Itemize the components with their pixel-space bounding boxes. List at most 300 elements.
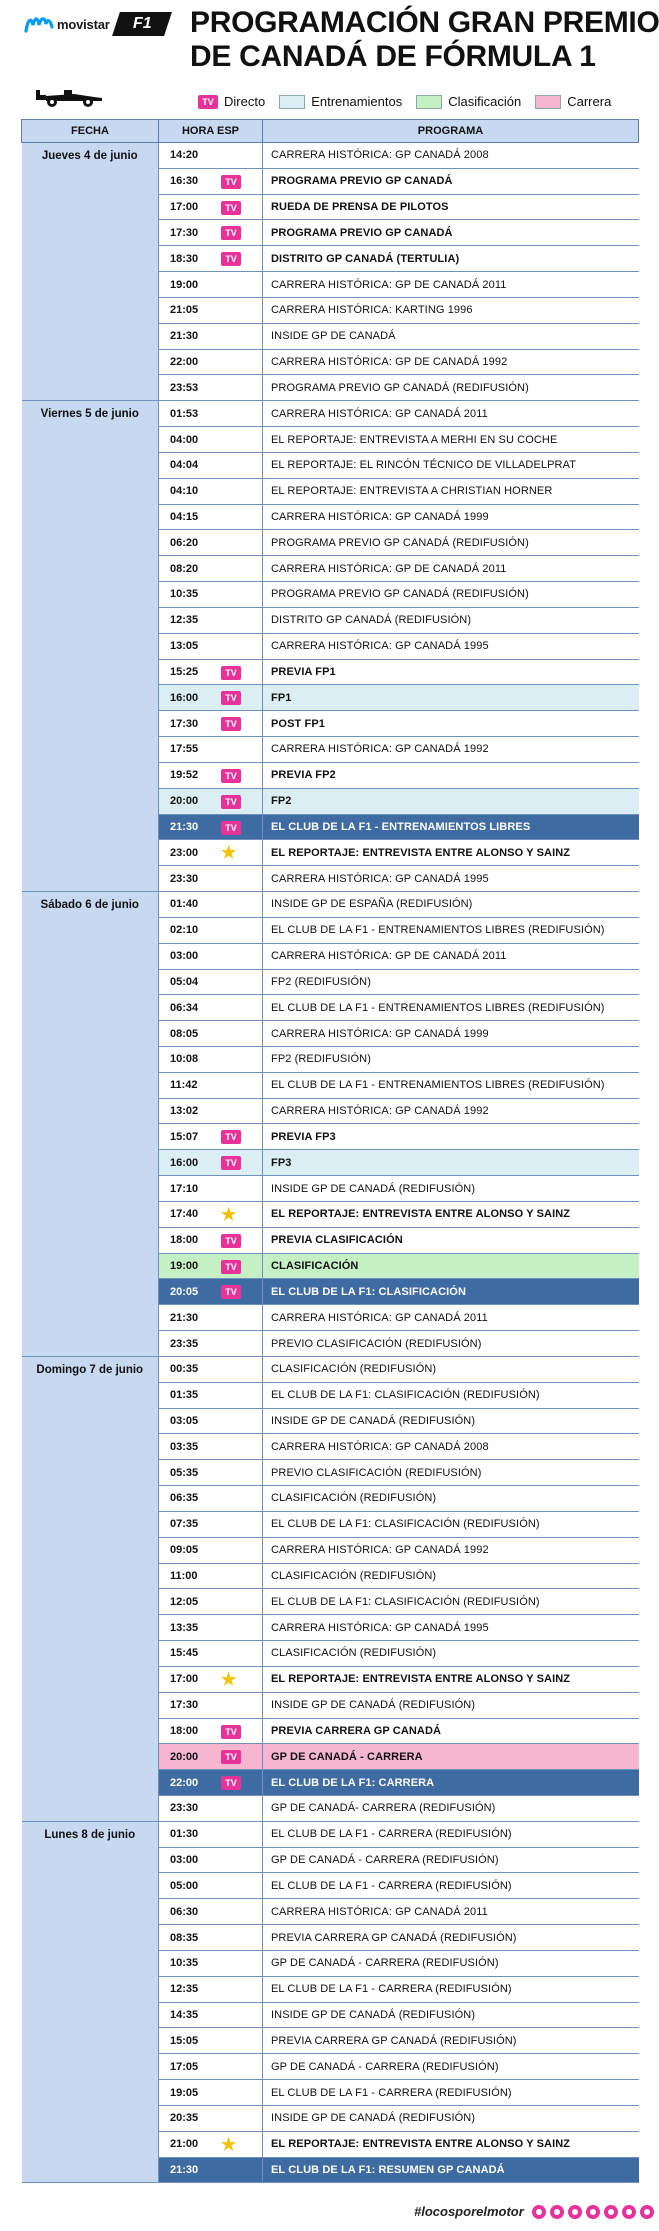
time-cell [159, 2002, 263, 2028]
page-title [190, 6, 659, 74]
time-cell [159, 917, 263, 943]
time-cell [159, 375, 263, 401]
time-text: 06:30 [170, 1905, 199, 1918]
program-cell: DISTRITO GP CANADÁ (REDIFUSIÓN) [263, 607, 639, 633]
time-text: 03:05 [170, 1414, 199, 1427]
program-cell: RUEDA DE PRENSA DE PILOTOS [263, 194, 639, 220]
time-cell [159, 2131, 263, 2157]
program-cell: CARRERA HISTÓRICA: GP CANADÁ 1999 [263, 1021, 639, 1047]
footer [414, 2204, 658, 2219]
time-cell [159, 349, 263, 375]
time-text: 13:35 [170, 1621, 199, 1634]
time-cell [159, 1537, 263, 1563]
time-text: 04:00 [170, 433, 199, 446]
time-cell [159, 427, 263, 453]
time-text: 08:35 [170, 1931, 199, 1944]
time-cell [159, 943, 263, 969]
time-cell [159, 659, 263, 685]
program-cell: INSIDE GP DE CANADÁ [263, 323, 639, 349]
time-cell [159, 1227, 263, 1253]
program-cell: EL CLUB DE LA F1: CLASIFICACIÓN [263, 1279, 639, 1305]
time-cell [159, 246, 263, 272]
time-cell [159, 1201, 263, 1227]
legend-directo-label: Directo [224, 94, 266, 109]
program-cell: EL CLUB DE LA F1 - CARRERA (REDIFUSIÓN) [263, 1821, 639, 1847]
legend-entrenamientos-label: Entrenamientos [311, 94, 403, 109]
tv-icon: TV [221, 1234, 241, 1248]
time-text: 06:35 [170, 1492, 199, 1505]
time-cell [159, 1511, 263, 1537]
star-icon: ★ [221, 1204, 237, 1224]
program-cell: CARRERA HISTÓRICA: GP CANADÁ 2008 [263, 1434, 639, 1460]
program-cell: EL CLUB DE LA F1: CLASIFICACIÓN (REDIFUSIÓN) [263, 1589, 639, 1615]
program-cell: EL REPORTAJE: ENTREVISTA ENTRE ALONSO Y SAINZ [263, 1666, 639, 1692]
program-cell: FP1 [263, 685, 639, 711]
program-cell: PREVIO CLASIFICACIÓN (REDIFUSIÓN) [263, 1331, 639, 1357]
program-cell: CARRERA HISTÓRICA: GP CANADÁ 1995 [263, 1615, 639, 1641]
time-cell [159, 504, 263, 530]
program-cell: INSIDE GP DE ESPAÑA (REDIFUSIÓN) [263, 892, 639, 918]
legend-directo [198, 94, 265, 109]
tv-icon: TV [221, 1260, 241, 1274]
program-cell: PREVIA CARRERA GP CANADÁ (REDIFUSIÓN) [263, 1925, 639, 1951]
time-cell [159, 1821, 263, 1847]
time-text: 20:00 [170, 795, 199, 808]
time-text: 13:05 [170, 640, 199, 653]
page-title-line1: PROGRAMACIÓN GRAN PREMIO [190, 6, 659, 39]
time-text: 20:05 [170, 1285, 199, 1298]
tv-icon: TV [221, 666, 241, 680]
time-cell [159, 840, 263, 866]
day-label: Domingo 7 de junio [22, 1356, 159, 1821]
pink-swirl-icon [586, 2205, 600, 2219]
program-cell: FP3 [263, 1150, 639, 1176]
time-text: 21:30 [170, 2164, 199, 2176]
pink-swirl-icon [532, 2205, 546, 2219]
time-cell [159, 1796, 263, 1822]
time-text: 04:15 [170, 511, 199, 523]
time-text: 15:45 [170, 1647, 199, 1660]
program-cell: GP DE CANADÁ - CARRERA (REDIFUSIÓN) [263, 1847, 639, 1873]
time-text: 11:42 [170, 1079, 198, 1092]
time-text: 19:52 [170, 769, 199, 782]
time-cell [159, 1563, 263, 1589]
time-cell [159, 1408, 263, 1434]
program-cell: CARRERA HISTÓRICA: GP CANADÁ 1992 [263, 1537, 639, 1563]
time-cell [159, 556, 263, 582]
time-text: 21:30 [170, 1311, 199, 1324]
time-cell [159, 1253, 263, 1279]
time-cell [159, 711, 263, 737]
time-cell [159, 607, 263, 633]
program-cell: CARRERA HISTÓRICA: GP CANADÁ 2011 [263, 1305, 639, 1331]
time-text: 23:53 [170, 381, 199, 394]
movistar-logo-icon [24, 15, 54, 33]
program-cell: EL CLUB DE LA F1: CARRERA [263, 1770, 639, 1796]
header-hora: HORA ESP [159, 120, 263, 143]
time-text: 06:20 [170, 536, 199, 549]
time-text: 18:00 [170, 1724, 199, 1737]
tv-icon: TV [221, 691, 241, 705]
time-text: 11:00 [170, 1569, 198, 1582]
legend-carrera [535, 94, 611, 109]
time-text: 08:05 [170, 1027, 199, 1040]
program-cell: CLASIFICACIÓN (REDIFUSIÓN) [263, 1563, 639, 1589]
time-cell [159, 2028, 263, 2054]
program-cell: INSIDE GP DE CANADÁ (REDIFUSIÓN) [263, 1176, 639, 1202]
program-cell: PREVIA CLASIFICACIÓN [263, 1227, 639, 1253]
star-icon: ★ [221, 2134, 237, 2154]
program-cell: PROGRAMA PREVIO GP CANADÁ (REDIFUSIÓN) [263, 582, 639, 608]
time-text: 20:00 [170, 1750, 199, 1763]
brand-logos [24, 12, 168, 36]
time-cell [159, 866, 263, 892]
program-cell: PROGRAMA PREVIO GP CANADÁ [263, 168, 639, 194]
time-text: 05:35 [170, 1466, 199, 1479]
program-cell: CLASIFICACIÓN (REDIFUSIÓN) [263, 1486, 639, 1512]
program-cell: CLASIFICACIÓN [263, 1253, 639, 1279]
time-cell [159, 2054, 263, 2080]
time-cell [159, 2157, 263, 2183]
time-text: 15:25 [170, 665, 199, 678]
program-cell: CLASIFICACIÓN (REDIFUSIÓN) [263, 1356, 639, 1382]
page-title-line2: DE CANADÁ DE FÓRMULA 1 [190, 40, 596, 73]
program-cell: CARRERA HISTÓRICA: GP CANADÁ 2011 [263, 401, 639, 427]
time-text: 18:30 [170, 252, 199, 265]
program-cell: CARRERA HISTÓRICA: GP CANADÁ 1992 [263, 1098, 639, 1124]
time-text: 10:08 [170, 1053, 199, 1066]
time-text: 01:30 [170, 1828, 199, 1841]
time-text: 10:35 [170, 588, 199, 601]
time-text: 03:00 [170, 950, 199, 963]
day-label: Sábado 6 de junio [22, 892, 159, 1357]
time-cell [159, 1460, 263, 1486]
time-cell [159, 1486, 263, 1512]
program-cell: EL CLUB DE LA F1 - CARRERA (REDIFUSIÓN) [263, 1873, 639, 1899]
time-text: 23:30 [170, 1802, 199, 1815]
program-cell: PREVIA FP2 [263, 762, 639, 788]
time-cell [159, 969, 263, 995]
program-cell: CLASIFICACIÓN (REDIFUSIÓN) [263, 1641, 639, 1667]
time-text: 14:20 [170, 149, 199, 162]
program-cell: EL CLUB DE LA F1: CLASIFICACIÓN (REDIFUSIÓN) [263, 1382, 639, 1408]
time-text: 23:35 [170, 1337, 199, 1350]
time-cell [159, 762, 263, 788]
time-text: 12:35 [170, 614, 199, 627]
time-text: 12:05 [170, 1595, 199, 1608]
tv-icon: TV [221, 175, 241, 189]
time-cell [159, 2080, 263, 2106]
time-cell [159, 220, 263, 246]
f1-logo-text: F1 [132, 15, 151, 32]
time-cell [159, 1356, 263, 1382]
time-cell [159, 1692, 263, 1718]
time-text: 18:00 [170, 1234, 199, 1247]
program-cell: POST FP1 [263, 711, 639, 737]
program-cell: INSIDE GP DE CANADÁ (REDIFUSIÓN) [263, 1408, 639, 1434]
program-cell: EL CLUB DE LA F1 - CARRERA (REDIFUSIÓN) [263, 2080, 639, 2106]
schedule-table [21, 119, 639, 2183]
header-fecha: FECHA [22, 120, 159, 143]
time-cell [159, 1150, 263, 1176]
time-text: 05:04 [170, 975, 199, 988]
time-cell [159, 1615, 263, 1641]
tv-icon: TV [221, 201, 241, 215]
tv-icon: TV [221, 226, 241, 240]
time-text: 14:35 [170, 2009, 199, 2022]
time-text: 17:40 [170, 1208, 199, 1221]
program-cell: EL CLUB DE LA F1 - ENTRENAMIENTOS LIBRES (REDIFUSIÓN) [263, 1072, 639, 1098]
program-cell: EL REPORTAJE: EL RINCÓN TÉCNICO DE VILLADELPRAT [263, 452, 639, 478]
time-text: 17:55 [170, 743, 199, 756]
pink-swirl-icon [640, 2205, 654, 2219]
pink-swirl-icon [622, 2205, 636, 2219]
time-text: 17:05 [170, 2060, 199, 2073]
program-cell: CARRERA HISTÓRICA: GP DE CANADÁ 2011 [263, 943, 639, 969]
footer-logos [532, 2205, 658, 2219]
table-row [22, 1356, 639, 1382]
tv-icon: TV [221, 821, 241, 835]
time-cell [159, 297, 263, 323]
legend-swatch-clasificacion [416, 95, 442, 109]
time-text: 01:40 [170, 898, 199, 911]
program-cell: DISTRITO GP CANADÁ (TERTULIA) [263, 246, 639, 272]
time-cell [159, 1666, 263, 1692]
time-cell [159, 1899, 263, 1925]
time-text: 15:07 [170, 1130, 199, 1143]
time-cell [159, 1021, 263, 1047]
program-cell: PROGRAMA PREVIO GP CANADÁ [263, 220, 639, 246]
program-cell: EL CLUB DE LA F1 - CARRERA (REDIFUSIÓN) [263, 1976, 639, 2002]
time-text: 05:00 [170, 1879, 199, 1892]
star-icon: ★ [221, 1669, 237, 1689]
time-cell [159, 788, 263, 814]
star-icon: ★ [221, 843, 237, 863]
time-text: 17:10 [170, 1182, 199, 1195]
legend-swatch-carrera [535, 95, 561, 109]
day-label: Viernes 5 de junio [22, 401, 159, 892]
time-cell [159, 2105, 263, 2131]
time-cell [159, 685, 263, 711]
time-cell [159, 1098, 263, 1124]
time-text: 22:00 [170, 1776, 199, 1789]
time-cell [159, 194, 263, 220]
day-label: Lunes 8 de junio [22, 1821, 159, 2183]
program-cell: GP DE CANADÁ - CARRERA (REDIFUSIÓN) [263, 2054, 639, 2080]
time-text: 23:30 [170, 872, 199, 885]
table-row [22, 892, 639, 918]
tv-icon: TV [221, 1130, 241, 1144]
time-text: 07:35 [170, 1518, 199, 1531]
time-text: 17:30 [170, 1699, 199, 1712]
program-cell: EL CLUB DE LA F1: CLASIFICACIÓN (REDIFUSIÓN) [263, 1511, 639, 1537]
program-cell: CARRERA HISTÓRICA: GP CANADÁ 1999 [263, 504, 639, 530]
program-cell: PREVIA FP1 [263, 659, 639, 685]
time-text: 06:34 [170, 1001, 199, 1014]
time-cell [159, 1382, 263, 1408]
time-text: 21:05 [170, 304, 199, 317]
program-cell: CARRERA HISTÓRICA: GP DE CANADÁ 1992 [263, 349, 639, 375]
time-text: 16:00 [170, 1156, 199, 1169]
time-text: 19:00 [170, 1260, 199, 1273]
time-text: 22:00 [170, 356, 199, 369]
time-cell [159, 1176, 263, 1202]
tv-icon: TV [221, 717, 241, 731]
tv-icon: TV [221, 1750, 241, 1764]
time-text: 16:00 [170, 691, 199, 704]
time-cell [159, 1976, 263, 2002]
time-text: 08:20 [170, 562, 199, 575]
footer-hashtag: #locosporelmotor [414, 2204, 524, 2219]
program-cell: EL REPORTAJE: ENTREVISTA ENTRE ALONSO Y SAINZ [263, 840, 639, 866]
program-cell: FP2 (REDIFUSIÓN) [263, 1046, 639, 1072]
pink-swirl-icon [604, 2205, 618, 2219]
time-text: 19:00 [170, 278, 199, 291]
program-cell: GP DE CANADÁ - CARRERA (REDIFUSIÓN) [263, 1950, 639, 1976]
table-row [22, 1821, 639, 1847]
tv-icon: TV [221, 252, 241, 266]
time-text: 01:35 [170, 1389, 199, 1402]
time-text: 13:02 [170, 1105, 199, 1118]
time-text: 04:10 [170, 485, 199, 498]
program-cell: CARRERA HISTÓRICA: GP DE CANADÁ 2011 [263, 556, 639, 582]
program-cell: EL REPORTAJE: ENTREVISTA ENTRE ALONSO Y SAINZ [263, 1201, 639, 1227]
time-text: 17:30 [170, 717, 199, 730]
tv-icon: TV [221, 1156, 241, 1170]
time-text: 17:00 [170, 201, 199, 214]
time-text: 00:35 [170, 1363, 199, 1376]
time-cell [159, 582, 263, 608]
time-cell [159, 1641, 263, 1667]
program-cell: CARRERA HISTÓRICA: GP CANADÁ 2011 [263, 1899, 639, 1925]
header-programa: PROGRAMA [263, 120, 639, 143]
time-cell [159, 272, 263, 298]
program-cell: EL REPORTAJE: ENTREVISTA ENTRE ALONSO Y SAINZ [263, 2131, 639, 2157]
time-text: 15:05 [170, 2034, 199, 2047]
page-header [0, 0, 659, 118]
program-cell: CARRERA HISTÓRICA: GP DE CANADÁ 2011 [263, 272, 639, 298]
time-text: 17:30 [170, 226, 199, 239]
program-cell: EL REPORTAJE: ENTREVISTA A CHRISTIAN HORNER [263, 478, 639, 504]
program-cell: CARRERA HISTÓRICA: GP CANADÁ 1995 [263, 866, 639, 892]
tv-icon: TV [198, 95, 218, 109]
table-header-row [22, 120, 639, 143]
program-cell: GP DE CANADÁ- CARRERA (REDIFUSIÓN) [263, 1796, 639, 1822]
legend-entrenamientos [279, 94, 402, 109]
time-cell [159, 1770, 263, 1796]
program-cell: FP2 (REDIFUSIÓN) [263, 969, 639, 995]
program-cell: FP2 [263, 788, 639, 814]
time-cell [159, 737, 263, 763]
time-text: 12:35 [170, 1983, 199, 1996]
time-cell [159, 1305, 263, 1331]
time-text: 17:00 [170, 1673, 199, 1686]
program-cell: CARRERA HISTÓRICA: GP CANADÁ 1992 [263, 737, 639, 763]
time-cell [159, 814, 263, 840]
program-cell: EL CLUB DE LA F1: RESUMEN GP CANADÁ [263, 2157, 639, 2183]
program-cell: PROGRAMA PREVIO GP CANADÁ (REDIFUSIÓN) [263, 375, 639, 401]
pink-swirl-icon [568, 2205, 582, 2219]
time-cell [159, 1279, 263, 1305]
f1-logo-icon [112, 12, 172, 36]
time-cell [159, 168, 263, 194]
legend-clasificacion [416, 94, 521, 109]
time-cell [159, 995, 263, 1021]
time-text: 19:05 [170, 2086, 199, 2099]
legend-carrera-label: Carrera [567, 94, 612, 109]
time-cell [159, 1434, 263, 1460]
time-text: 03:35 [170, 1440, 199, 1453]
legend-clasificacion-label: Clasificación [448, 94, 522, 109]
program-cell: INSIDE GP DE CANADÁ (REDIFUSIÓN) [263, 2105, 639, 2131]
time-cell [159, 323, 263, 349]
time-cell [159, 401, 263, 427]
tv-icon: TV [221, 1725, 241, 1739]
time-cell [159, 892, 263, 918]
time-cell [159, 1744, 263, 1770]
program-cell: CARRERA HISTÓRICA: GP CANADÁ 1995 [263, 633, 639, 659]
program-cell: GP DE CANADÁ - CARRERA [263, 1744, 639, 1770]
time-text: 23:00 [170, 846, 199, 859]
time-cell [159, 1046, 263, 1072]
program-cell: PREVIO CLASIFICACIÓN (REDIFUSIÓN) [263, 1460, 639, 1486]
time-text: 10:35 [170, 1957, 199, 1970]
time-cell [159, 1847, 263, 1873]
time-text: 09:05 [170, 1544, 199, 1557]
program-cell: EL CLUB DE LA F1 - ENTRENAMIENTOS LIBRES (REDIFUSIÓN) [263, 995, 639, 1021]
time-cell [159, 633, 263, 659]
program-cell: CARRERA HISTÓRICA: GP CANADÁ 2008 [263, 143, 639, 169]
table-row [22, 143, 639, 169]
time-text: 04:04 [170, 459, 199, 472]
time-text: 20:35 [170, 2112, 199, 2125]
time-cell [159, 1718, 263, 1744]
time-cell [159, 1950, 263, 1976]
time-cell [159, 1873, 263, 1899]
time-cell [159, 1589, 263, 1615]
program-cell: EL CLUB DE LA F1 - ENTRENAMIENTOS LIBRES (REDIFUSIÓN) [263, 917, 639, 943]
time-text: 01:53 [170, 407, 199, 420]
time-cell [159, 1925, 263, 1951]
time-cell [159, 1072, 263, 1098]
tv-icon: TV [221, 769, 241, 783]
time-text: 21:30 [170, 820, 199, 833]
program-cell: CARRERA HISTÓRICA: KARTING 1996 [263, 297, 639, 323]
legend [198, 94, 625, 109]
table-row [22, 401, 639, 427]
tv-icon: TV [221, 795, 241, 809]
legend-swatch-entrenamientos [279, 95, 305, 109]
time-text: 21:30 [170, 330, 199, 343]
time-cell [159, 452, 263, 478]
time-cell [159, 530, 263, 556]
program-cell: INSIDE GP DE CANADÁ (REDIFUSIÓN) [263, 1692, 639, 1718]
time-text: 21:00 [170, 2138, 199, 2151]
schedule-body [22, 143, 639, 2183]
program-cell: PREVIA CARRERA GP CANADÁ (REDIFUSIÓN) [263, 2028, 639, 2054]
tv-icon: TV [221, 1776, 241, 1790]
time-text: 02:10 [170, 924, 199, 937]
pink-swirl-icon [550, 2205, 564, 2219]
f1-car-icon [34, 86, 104, 113]
time-cell [159, 143, 263, 169]
time-cell [159, 478, 263, 504]
program-cell: INSIDE GP DE CANADÁ (REDIFUSIÓN) [263, 2002, 639, 2028]
program-cell: EL REPORTAJE: ENTREVISTA A MERHI EN SU COCHE [263, 427, 639, 453]
program-cell: PREVIA CARRERA GP CANADÁ [263, 1718, 639, 1744]
time-text: 03:00 [170, 1854, 199, 1867]
program-cell: PROGRAMA PREVIO GP CANADÁ (REDIFUSIÓN) [263, 530, 639, 556]
